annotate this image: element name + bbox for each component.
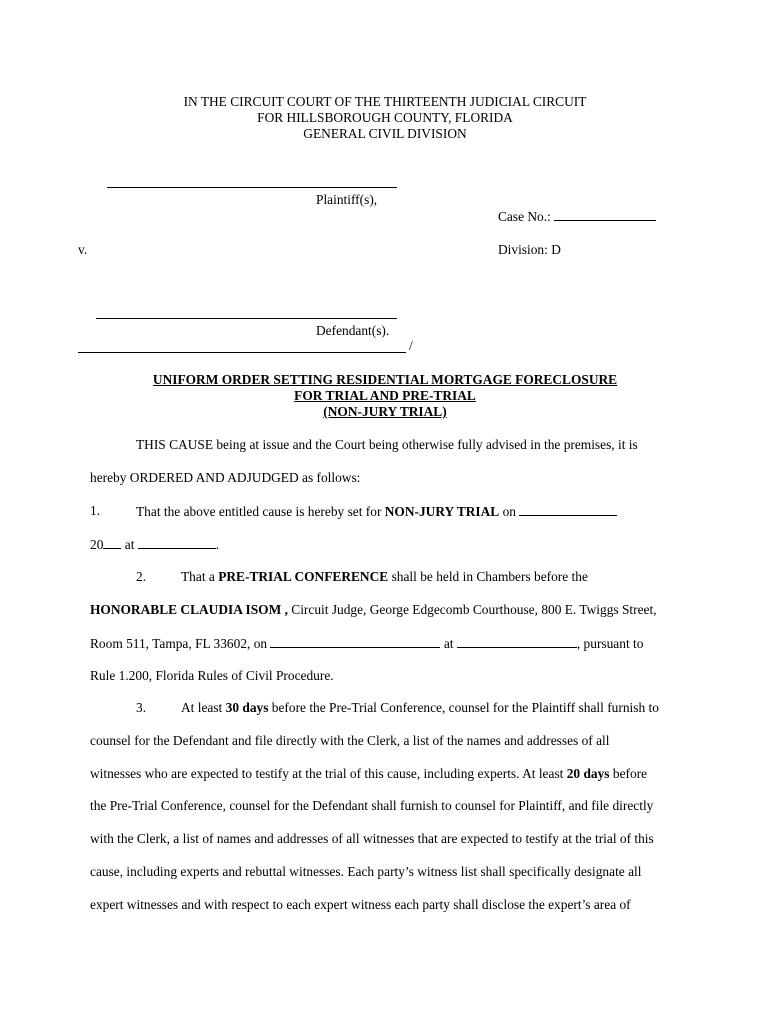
paragraph-3-line-5: with the Clerk, a list of names and addresses of all witnesses that are expected to testify at the trial of this bbox=[90, 831, 654, 846]
paragraph-1-line-1: That the above entitled cause is hereby set for NON-JURY TRIAL on bbox=[136, 503, 617, 520]
county-line: FOR HILLSBOROUGH COUNTY, FLORIDA bbox=[257, 110, 513, 125]
order-title-line-2: FOR TRIAL AND PRE-TRIAL bbox=[294, 388, 476, 403]
case-number-label: Case No.: bbox=[498, 209, 551, 224]
defendant-name-line bbox=[96, 318, 397, 319]
trial-date-blank bbox=[519, 503, 617, 516]
caption-slash: / bbox=[409, 338, 413, 353]
twenty-days-emphasis: 20 days bbox=[566, 766, 610, 781]
paragraph-3-line-4: the Pre-Trial Conference, counsel for the Defendant shall furnish to counsel for Plaintiff, and file directly bbox=[90, 798, 654, 813]
paragraph-3-line-7: expert witnesses and with respect to each expert witness each party shall disclose the expert’s area of bbox=[90, 897, 631, 912]
court-name-line: IN THE CIRCUIT COURT OF THE THIRTEENTH JUDICIAL CIRCUIT bbox=[183, 94, 587, 109]
versus-label: v. bbox=[78, 242, 88, 257]
plaintiff-name-line bbox=[107, 187, 397, 188]
paragraph-1-line-2: 20 at . bbox=[90, 537, 220, 552]
intro-text-line-2: hereby ORDERED AND ADJUDGED as follows: bbox=[90, 470, 361, 485]
division-label: Division: D bbox=[498, 242, 561, 257]
thirty-days-emphasis: 30 days bbox=[225, 700, 269, 715]
trial-year-blank bbox=[103, 536, 121, 549]
order-title-line-3: (NON-JURY TRIAL) bbox=[323, 404, 447, 419]
judge-name: HONORABLE CLAUDIA ISOM , bbox=[90, 602, 288, 617]
paragraph-2-line-1: That a PRE-TRIAL CONFERENCE shall be held in Chambers before the bbox=[181, 569, 588, 584]
conference-time-blank bbox=[457, 635, 577, 648]
defendant-label: Defendant(s). bbox=[316, 323, 390, 338]
paragraph-2-number: 2. bbox=[136, 569, 147, 584]
paragraph-3-line-2: counsel for the Defendant and file directly with the Clerk, a list of the names and addresses of all bbox=[90, 733, 610, 748]
plaintiff-label: Plaintiff(s), bbox=[316, 192, 378, 207]
order-title-line-1: UNIFORM ORDER SETTING RESIDENTIAL MORTGAGE FORECLOSURE bbox=[152, 372, 618, 387]
paragraph-3-line-1: At least 30 days before the Pre-Trial Conference, counsel for the Plaintiff shall furnish to bbox=[181, 700, 659, 715]
case-number-field bbox=[498, 208, 656, 225]
trial-time-blank bbox=[138, 536, 216, 549]
paragraph-3-line-3: witnesses who are expected to testify at the trial of this cause, including experts. At least 20 days before bbox=[90, 766, 648, 781]
intro-text-line-1: THIS CAUSE being at issue and the Court being otherwise fully advised in the premises, it is bbox=[136, 437, 638, 452]
case-number-blank bbox=[554, 208, 656, 221]
paragraph-3-number: 3. bbox=[136, 700, 147, 715]
pre-trial-conference-emphasis: PRE-TRIAL CONFERENCE bbox=[218, 569, 389, 584]
paragraph-1-number: 1. bbox=[90, 503, 101, 518]
conference-date-blank bbox=[270, 635, 440, 648]
paragraph-2-line-3: Room 511, Tampa, FL 33602, on at , pursuant to bbox=[90, 636, 644, 651]
non-jury-trial-emphasis: NON-JURY TRIAL bbox=[384, 504, 500, 519]
paragraph-3-line-6: cause, including experts and rebuttal witnesses. Each party’s witness list shall specifically designate all bbox=[90, 864, 642, 879]
paragraph-2-line-2: HONORABLE CLAUDIA ISOM , Circuit Judge, George Edgecomb Courthouse, 800 E. Twiggs Street, bbox=[90, 602, 657, 617]
division-line: GENERAL CIVIL DIVISION bbox=[303, 126, 467, 141]
paragraph-2-line-4: Rule 1.200, Florida Rules of Civil Procedure. bbox=[90, 668, 334, 683]
caption-end-line bbox=[78, 352, 406, 353]
